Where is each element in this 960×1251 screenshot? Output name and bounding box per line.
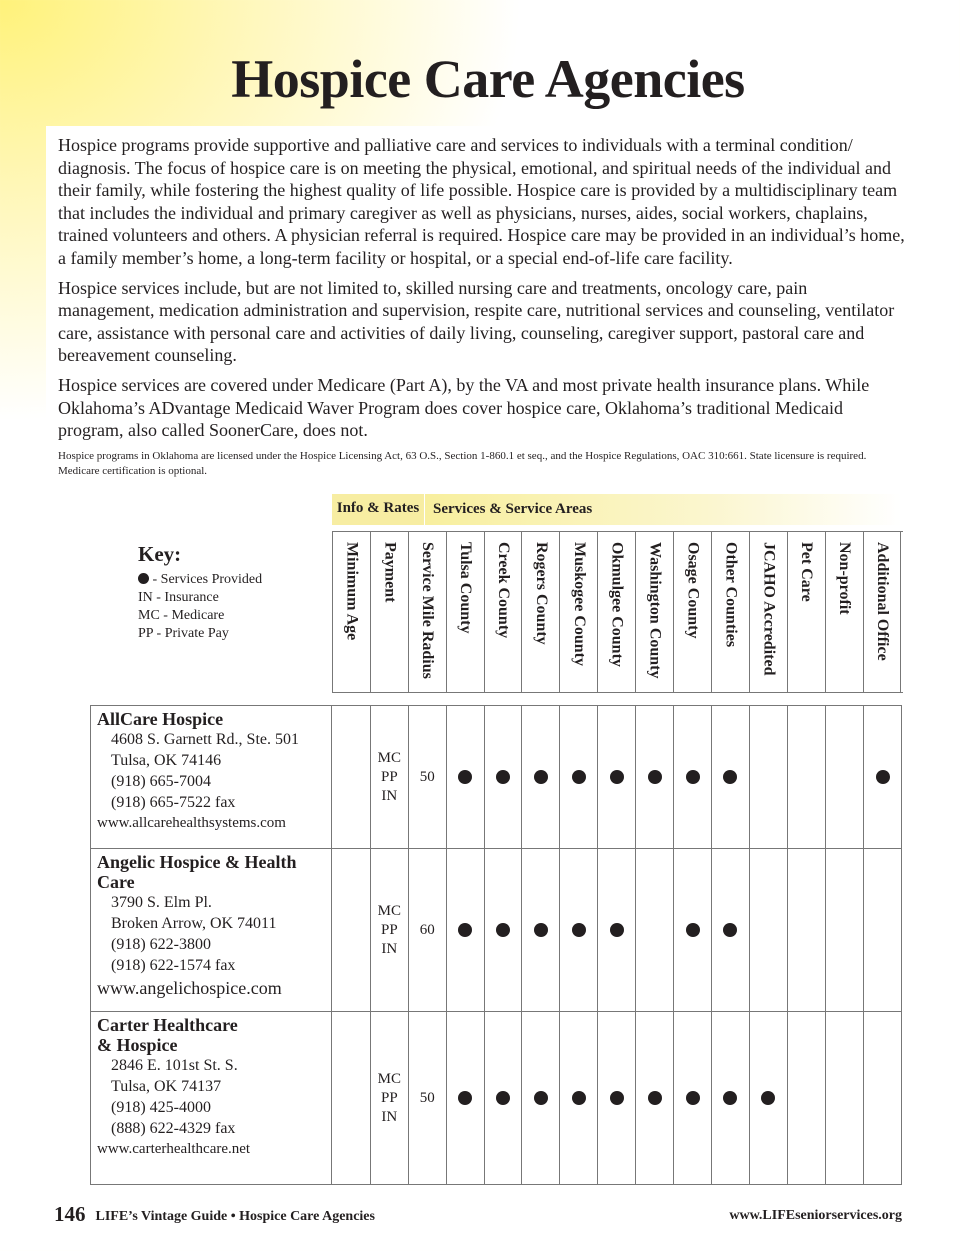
service-dot-icon xyxy=(496,770,510,784)
key-medicare: MC - Medicare xyxy=(138,608,225,623)
service-dot-icon xyxy=(686,1091,700,1105)
payment-value: MC PP IN xyxy=(377,1070,401,1125)
page-footer xyxy=(54,1202,902,1228)
service-dot-icon xyxy=(686,923,700,937)
col-header-okmulgee-county: Okmulgee County xyxy=(598,532,636,692)
bullet-dot-icon xyxy=(138,573,149,584)
column-headers xyxy=(332,531,903,693)
services-areas-band: Services & Service Areas xyxy=(425,494,901,525)
footer-url: www.LIFEseniorservices.org xyxy=(729,1208,902,1223)
service-dot-icon xyxy=(572,1091,586,1105)
key-insurance: IN - Insurance xyxy=(138,590,219,605)
intro-paragraph-3: Hospice services are covered under Medicare (Part A), by the VA and most private health insurance plans. While Oklahoma’s ADvantage Medicaid Waver Program does cover hospice care, Oklahoma’s traditional Medicaid program, also called SoonerCare, does not. xyxy=(58,374,870,441)
service-dot-icon xyxy=(458,770,472,784)
service-cell xyxy=(788,849,826,1011)
agency-table xyxy=(90,705,902,1185)
service-cell xyxy=(485,1012,523,1184)
col-header-washington-county: Washington County xyxy=(636,532,674,692)
page-number: 146 xyxy=(54,1202,86,1226)
key-private-pay: PP - Private Pay xyxy=(138,626,229,641)
service-cell xyxy=(674,706,712,848)
service-dot-icon xyxy=(686,770,700,784)
col-header-payment: Payment xyxy=(371,532,409,692)
min-age-cell xyxy=(333,706,371,848)
info-rates-band: Info & Rates xyxy=(332,494,424,525)
service-dot-icon xyxy=(534,923,548,937)
service-cell xyxy=(750,1012,788,1184)
col-header-rogers-county: Rogers County xyxy=(523,532,561,692)
service-dot-icon xyxy=(458,923,472,937)
radius-value: 50 xyxy=(419,768,435,785)
agency-fax: (888) 622-4329 fax xyxy=(111,1120,236,1137)
table-row xyxy=(90,1012,902,1185)
agency-website: www.carterhealthcare.net xyxy=(97,1141,251,1157)
key-services-label: - Services Provided xyxy=(152,572,263,587)
agency-name-line-1: Carter Healthcare xyxy=(97,1015,238,1035)
payment-cell xyxy=(371,706,409,848)
footer-title: LIFE’s Vintage Guide • Hospice Care Agencies xyxy=(95,1209,375,1224)
col-header-tulsa-county: Tulsa County xyxy=(447,532,485,692)
agency-phone: (918) 665-7004 xyxy=(111,773,211,790)
radius-cell xyxy=(409,706,447,848)
agency-info xyxy=(91,849,332,1011)
service-cell xyxy=(674,1012,712,1184)
service-dot-icon xyxy=(496,923,510,937)
service-cell xyxy=(598,849,636,1011)
agency-address-1: 3790 S. Elm Pl. xyxy=(111,894,212,911)
service-cell xyxy=(864,849,902,1011)
key-title: Key: xyxy=(138,542,182,566)
agency-name-line-2: & Hospice xyxy=(97,1035,178,1055)
service-cell xyxy=(636,849,674,1011)
service-cell xyxy=(864,706,902,848)
service-cell xyxy=(485,849,523,1011)
col-header-jcaho-accredited: JCAHO Accredited xyxy=(750,532,788,692)
agency-name: Angelic Hospice & Health Care xyxy=(97,852,297,892)
service-dot-icon xyxy=(458,1091,472,1105)
service-cell xyxy=(560,706,598,848)
agency-phone: (918) 622-3800 xyxy=(111,936,211,953)
service-dot-icon xyxy=(610,923,624,937)
service-cell xyxy=(788,706,826,848)
intro-text xyxy=(58,134,908,486)
service-cell xyxy=(826,1012,864,1184)
agency-name: AllCare Hospice xyxy=(97,709,224,729)
service-dot-icon xyxy=(648,770,662,784)
min-age-cell xyxy=(333,1012,371,1184)
service-dot-icon xyxy=(723,770,737,784)
service-cell xyxy=(636,1012,674,1184)
col-header-pet-care: Pet Care xyxy=(788,532,826,692)
service-dot-icon xyxy=(534,770,548,784)
col-header-creek-county: Creek County xyxy=(485,532,523,692)
service-cell xyxy=(447,706,485,848)
payment-value: MC PP IN xyxy=(377,902,401,957)
service-dot-icon xyxy=(723,1091,737,1105)
radius-value: 60 xyxy=(419,921,435,938)
service-cell xyxy=(560,849,598,1011)
col-header-osage-county: Osage County xyxy=(674,532,712,692)
agency-website: www.allcarehealthsystems.com xyxy=(97,815,286,831)
service-dot-icon xyxy=(723,923,737,937)
table-row xyxy=(90,705,902,849)
service-dot-icon xyxy=(496,1091,510,1105)
page-title: Hospice Care Agencies xyxy=(231,49,745,109)
col-header-additional-office: Additional Office xyxy=(864,532,902,692)
agency-website: www.angelichospice.com xyxy=(97,978,282,998)
agency-address-1: 2846 E. 101st St. S. xyxy=(111,1057,238,1074)
service-dot-icon xyxy=(534,1091,548,1105)
col-header-non-profit: Non-profit xyxy=(826,532,864,692)
agency-address-2: Tulsa, OK 74137 xyxy=(111,1078,222,1095)
service-cell xyxy=(523,706,561,848)
service-cell xyxy=(598,1012,636,1184)
service-cell xyxy=(523,849,561,1011)
payment-value: MC PP IN xyxy=(377,749,401,804)
service-cell xyxy=(864,1012,902,1184)
radius-cell xyxy=(409,849,447,1011)
service-cell xyxy=(712,849,750,1011)
service-cell xyxy=(636,706,674,848)
agency-address-2: Broken Arrow, OK 74011 xyxy=(111,915,277,932)
payment-cell xyxy=(371,849,409,1011)
radius-cell xyxy=(409,1012,447,1184)
col-header-minimum-age: Minimum Age xyxy=(333,532,371,692)
service-cell xyxy=(712,706,750,848)
service-dot-icon xyxy=(761,1091,775,1105)
service-cell xyxy=(447,849,485,1011)
service-dot-icon xyxy=(876,770,890,784)
col-header-other-counties: Other Counties xyxy=(712,532,750,692)
agency-info xyxy=(91,1012,332,1184)
col-header-muskogee-county: Muskogee County xyxy=(560,532,598,692)
service-cell xyxy=(523,1012,561,1184)
service-cell xyxy=(447,1012,485,1184)
intro-paragraph-1: Hospice programs provide supportive and palliative care and services to individuals with a terminal condition/ diagnosis. The focus of hospice care is on meeting the physical, emotional, and spiritual needs of the individual and their family, while fostering the highest quality of life possible. Hospice care is provided by a multidisciplinary team that includes the individual and primary caregiver as well as physicians, nurses, aides, social workers, chaplains, trained volunteers and others. A physician referral is required. Hospice care may be provided in an individual’s home, a family member’s home, a long-term facility or hospital, or a special end-of-life care facility. xyxy=(58,135,905,268)
service-cell xyxy=(826,849,864,1011)
agency-info xyxy=(91,706,332,848)
service-cell xyxy=(674,849,712,1011)
agency-fax: (918) 665-7522 fax xyxy=(111,794,236,811)
key-services xyxy=(138,571,262,589)
content-area xyxy=(46,126,920,1186)
service-dot-icon xyxy=(648,1091,662,1105)
service-cell xyxy=(826,706,864,848)
agency-address-1: 4608 S. Garnett Rd., Ste. 501 xyxy=(111,731,299,748)
intro-paragraph-2: Hospice services include, but are not limited to, skilled nursing care and treatments, oncology care, pain management, medication administration and supervision, respite care, nutritional services and counseling, ventilator care, assistance with personal care and activities of daily living, counseling, caregiver support, pastoral care and bereavement counseling. xyxy=(58,277,895,366)
licensing-note: Hospice programs in Oklahoma are licensed under the Hospice Licensing Act, 63 O.S., Section 1-860.1 et seq., and the Hospice Regulations, OAC 310:661. State licensure is required. Medicare certification is optional. xyxy=(58,449,867,477)
legend-key xyxy=(138,542,262,643)
service-cell xyxy=(750,706,788,848)
min-age-cell xyxy=(333,849,371,1011)
service-cell xyxy=(712,1012,750,1184)
service-cell xyxy=(560,1012,598,1184)
col-header-service-mile-radius: Service Mile Radius xyxy=(409,532,447,692)
table-row xyxy=(90,849,902,1012)
radius-value: 50 xyxy=(419,1089,435,1106)
service-dot-icon xyxy=(572,770,586,784)
service-cell xyxy=(788,1012,826,1184)
agency-fax: (918) 622-1574 fax xyxy=(111,957,236,974)
payment-cell xyxy=(371,1012,409,1184)
agency-address-2: Tulsa, OK 74146 xyxy=(111,752,222,769)
service-dot-icon xyxy=(610,770,624,784)
service-dot-icon xyxy=(572,923,586,937)
service-cell xyxy=(750,849,788,1011)
agency-phone: (918) 425-4000 xyxy=(111,1099,211,1116)
service-dot-icon xyxy=(610,1091,624,1105)
service-cell xyxy=(485,706,523,848)
service-cell xyxy=(598,706,636,848)
